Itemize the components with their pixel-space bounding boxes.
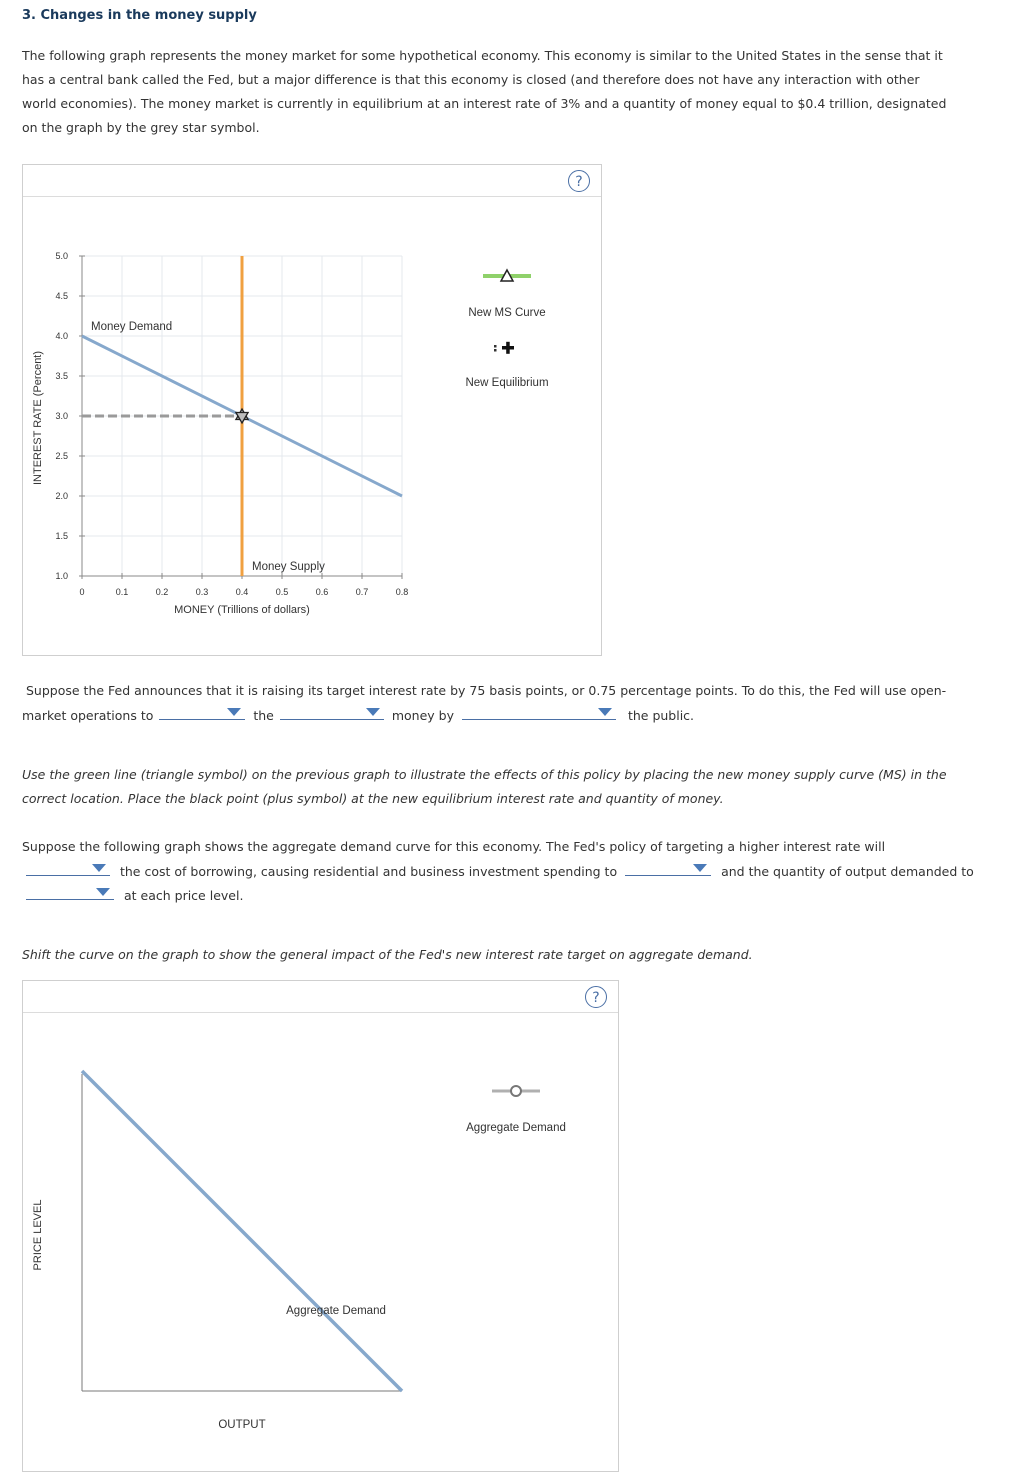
aggregate-demand-curve[interactable] xyxy=(82,1071,402,1391)
aggregate-demand-graph xyxy=(0,1000,620,1470)
y-tick-label: 1.0 xyxy=(55,571,68,581)
q2-seg2: and the quantity of output demanded to xyxy=(721,864,974,879)
y-tick-label: 2.0 xyxy=(55,491,68,501)
q2-line2 xyxy=(26,859,974,884)
aggregate-demand-legend-label: Aggregate Demand xyxy=(466,1122,566,1134)
help-icon[interactable]: ? xyxy=(585,986,607,1008)
q2-seg1: the cost of borrowing, causing residential and business investment spending to xyxy=(119,864,618,879)
y-axis-label: PRICE LEVEL xyxy=(32,1199,44,1271)
new-equilibrium-label: New Equilibrium xyxy=(465,377,549,389)
x-axis-label: MONEY (Trillions of dollars) xyxy=(174,604,310,616)
q2-seg3: at each price level. xyxy=(123,888,244,903)
y-tick-label: 4.5 xyxy=(55,291,68,301)
q1-line1: Suppose the Fed announces that it is raising its target interest rate by 75 basis points, or 0.75 percentage points. To do this, the Fed will use open- xyxy=(26,683,947,698)
x-tick-label: 0.8 xyxy=(395,587,409,597)
x-tick-label: 0.7 xyxy=(355,587,369,597)
instruction-1: Use the green line (triangle symbol) on the previous graph to illustrate the effects of this policy by placing the new money supply curve (MS) in the correct location. Place the black point (plus symbol) at the new equilibrium interest rate and quantity of money. xyxy=(22,767,947,806)
money-market-graph xyxy=(0,190,600,660)
y-tick-label: 4.0 xyxy=(55,331,68,341)
aggregate-demand-label: Aggregate Demand xyxy=(286,1305,386,1317)
x-tick-label: 0.4 xyxy=(235,587,249,597)
intro-paragraph: The following graph represents the money market for some hypothetical economy. This economy is similar to the United States in the sense that it has a central bank called the Fed, but a major difference is that this economy is closed (and therefore does not have any interaction with other world economies). The money market is currently in equilibrium at an interest rate of 3% and a quantity of money equal to $0.4 trillion, designated on the graph by the grey star symbol. xyxy=(22,48,947,135)
chevron-down-icon xyxy=(96,888,110,896)
chevron-down-icon xyxy=(598,708,612,716)
chevron-down-icon xyxy=(366,708,380,716)
x-tick-label: 0.2 xyxy=(155,587,169,597)
chevron-down-icon xyxy=(693,864,707,872)
x-tick-label: 0.5 xyxy=(275,587,289,597)
circle-icon[interactable] xyxy=(511,1086,521,1096)
money-demand-label: Money Demand xyxy=(91,321,173,333)
q1-pre: market operations to xyxy=(22,708,154,723)
money-supply-label: Money Supply xyxy=(252,561,325,573)
x-tick-label: 0.1 xyxy=(115,587,129,597)
y-tick-label: 1.5 xyxy=(55,531,68,541)
dot-icon xyxy=(494,349,497,352)
section-title: 3. Changes in the money supply xyxy=(22,8,257,23)
x-tick-label: 0 xyxy=(79,587,85,597)
q1-line2 xyxy=(22,703,694,728)
dropdown-transaction[interactable] xyxy=(462,703,616,720)
y-tick-label: 5.0 xyxy=(55,251,68,261)
x-axis-label: OUTPUT xyxy=(218,1419,266,1431)
x-tick-label: 0.3 xyxy=(195,587,209,597)
dropdown-action[interactable] xyxy=(280,703,384,720)
equilibrium-star-icon xyxy=(236,409,248,423)
y-tick-label: 3.5 xyxy=(55,371,68,381)
y-tick-labels xyxy=(55,251,68,581)
instruction-2: Shift the curve on the graph to show the general impact of the Fed's new interest rate target on aggregate demand. xyxy=(22,947,753,962)
q1-post: the public. xyxy=(627,708,695,723)
x-tick-labels xyxy=(79,587,408,597)
new-ms-curve-label: New MS Curve xyxy=(468,307,546,319)
y-axis-label: INTEREST RATE (Percent) xyxy=(32,350,44,486)
dropdown-cost-change[interactable] xyxy=(26,859,110,876)
chevron-down-icon xyxy=(227,708,241,716)
dropdown-investment-change[interactable] xyxy=(625,859,711,876)
chevron-down-icon xyxy=(92,864,106,872)
q1-mid2: money by xyxy=(391,708,454,723)
dropdown-operation[interactable] xyxy=(159,703,245,720)
q1-mid1: the xyxy=(253,708,274,723)
y-tick-label: 3.0 xyxy=(55,411,68,421)
dropdown-output-change[interactable] xyxy=(26,883,114,900)
dot-icon xyxy=(494,345,497,348)
x-tick-label: 0.6 xyxy=(315,587,329,597)
q2-line1: Suppose the following graph shows the aggregate demand curve for this economy. The Fed's policy of targeting a higher interest rate will xyxy=(22,839,886,854)
y-tick-label: 2.5 xyxy=(55,451,68,461)
new-equilibrium-tool[interactable] xyxy=(494,342,514,354)
q2-line3 xyxy=(26,883,243,908)
help-icon[interactable]: ? xyxy=(568,170,590,192)
plus-icon xyxy=(506,342,510,354)
